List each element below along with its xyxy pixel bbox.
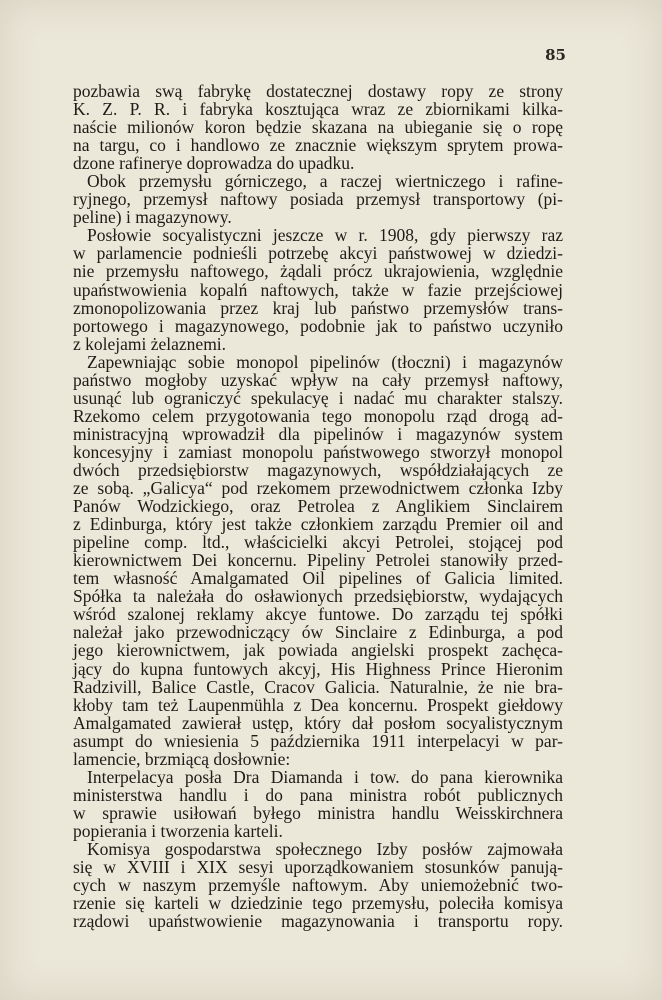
text-line: wśród szalonej reklamy akcye funtowe. Do zarządu tej spółki (73, 604, 563, 625)
text-line: ze sobą. „Galicya“ pod rzekomem przewodnictwem członka Izby (73, 478, 563, 499)
text-line: Rzekomo celem przygotowania tego monopolu rząd drogą ad- (73, 405, 563, 426)
text-line: Panów Wodzickiego, oraz Petrolea z Anglikiem Sinclairem (73, 496, 563, 517)
text-line: asumpt do wniesienia 5 października 1911 interpelacyi w par- (73, 730, 563, 751)
text-line: dzone rafinerye doprowadza do upadku. (73, 153, 355, 174)
text-line: nie przemysłu naftowego, żądali prócz ukrajowienia, względnie (73, 261, 563, 282)
text-line: z Edinburga, który jest także członkiem zarządu Premier oil and (73, 514, 563, 535)
text-line: rządowi upaństwowienie magazynowania i transportu ropy. (73, 911, 563, 932)
text-line: należał jako przewodniczący ów Sinclaire z Edinburga, a pod (73, 622, 563, 643)
text-line: peline) i magazynowy. (73, 207, 232, 228)
text-line: pipeline comp. ltd., właścicielki akcyi Petrolei, stojącej pod (73, 532, 563, 553)
text-line: pozbawia swą fabrykę dostatecznej dostawy ropy ze strony (73, 81, 563, 101)
text-line: Spółka ta należała do osławionych przedsiębiorstw, wydających (73, 586, 563, 607)
text-line: cych w naszym przemyśle naftowym. Aby uniemożebnić two- (73, 875, 563, 896)
text-line: ryjnego, przemysł naftowy posiada przemysł transportowy (pi- (73, 189, 563, 210)
text-line: naście milionów koron będzie skazana na ubieganie się o ropę (73, 117, 563, 138)
page-number: 85 (545, 46, 566, 64)
body-text (73, 82, 563, 930)
text-line: jący do kupna funtowych akcyj, His Highness Prince Hieronim (73, 658, 563, 679)
text-line: lamencie, brzmiącą dosłownie: (73, 748, 291, 769)
text-line: Posłowie socyalistyczni jeszcze w r. 1908, gdy pierwszy raz (87, 225, 563, 246)
text-line: Obok przemysłu górniczego, a raczej wiertniczego i rafine- (87, 171, 563, 192)
text-line: w parlamencie podnieśli potrzebę akcyi państwowej w dziedzi- (73, 243, 563, 264)
text-line: tem własność Amalgamated Oil pipelines of Galicia limited. (73, 568, 563, 589)
text-line: Interpelacya posła Dra Diamanda i tow. do pana kierownika (87, 766, 563, 787)
text-line: na targu, co i handlowo ze znacznie większym sprytem prowa- (73, 135, 563, 156)
text-line: kłoby tam też Laupenmühla z Dea koncernu. Prospekt giełdowy (73, 694, 563, 715)
text-line: Komisya gospodarstwa społecznego Izby posłów zajmowała (87, 838, 563, 859)
text-line: Radzivill, Balice Castle, Cracov Galicia. Naturalnie, że nie bra- (73, 676, 563, 697)
text-line: kierownictwem Dei koncernu. Pipeliny Petrolei stanowiły przed- (73, 550, 563, 571)
text-line: portowego i magazynowego, podobnie jak to państwo uczyniło (73, 315, 563, 336)
text-line: koncesyjny i zamiast monopolu państwowego stworzył monopol (73, 441, 563, 462)
text-line: popierania i tworzenia karteli. (73, 820, 283, 841)
text-line: ministracyjną wprowadził dla pipelinów i magazynów system (73, 423, 563, 444)
text-line: państwo mogłoby uzyskać wpływ na cały przemysł naftowy, (73, 369, 563, 390)
text-line: w sprawie usiłowań byłego ministra handlu Weisskirchnera (73, 802, 563, 823)
text-line: się w XVIII i XIX sesyi uporządkowaniem stosunków panują- (73, 857, 563, 878)
text-line: upaństwowienia kopalń naftowych, także w fazie przejściowej (73, 279, 563, 300)
text-line: dwóch przedsiębiorstw magazynowych, współdziałających ze (73, 459, 563, 480)
text-line: jego kierownictwem, jak powiada angielski prospekt zachęca- (73, 640, 563, 661)
text-line: Zapewniając sobie monopol pipelinów (tłoczni) i magazynów (87, 351, 563, 372)
text-line: Amalgamated zawierał ustęp, który dał posłom socyalistycznym (73, 712, 563, 733)
text-line: zmonopolizowania przez kraj lub państwo przemysłów trans- (73, 297, 563, 318)
text-line: K. Z. P. R. i fabryka kosztująca wraz ze zbiornikami kilka- (73, 99, 563, 120)
text-line: z kolejami żelaznemi. (73, 333, 227, 354)
text-line: usunąć lub ograniczyć spekulacyę i nadać mu charakter stalszy. (73, 387, 563, 408)
text-line: rzenie się karteli w dziedzinie tego przemysłu, poleciła komisya (73, 893, 563, 914)
text-line: ministerstwa handlu i do pana ministra robót publicznych (73, 784, 563, 805)
